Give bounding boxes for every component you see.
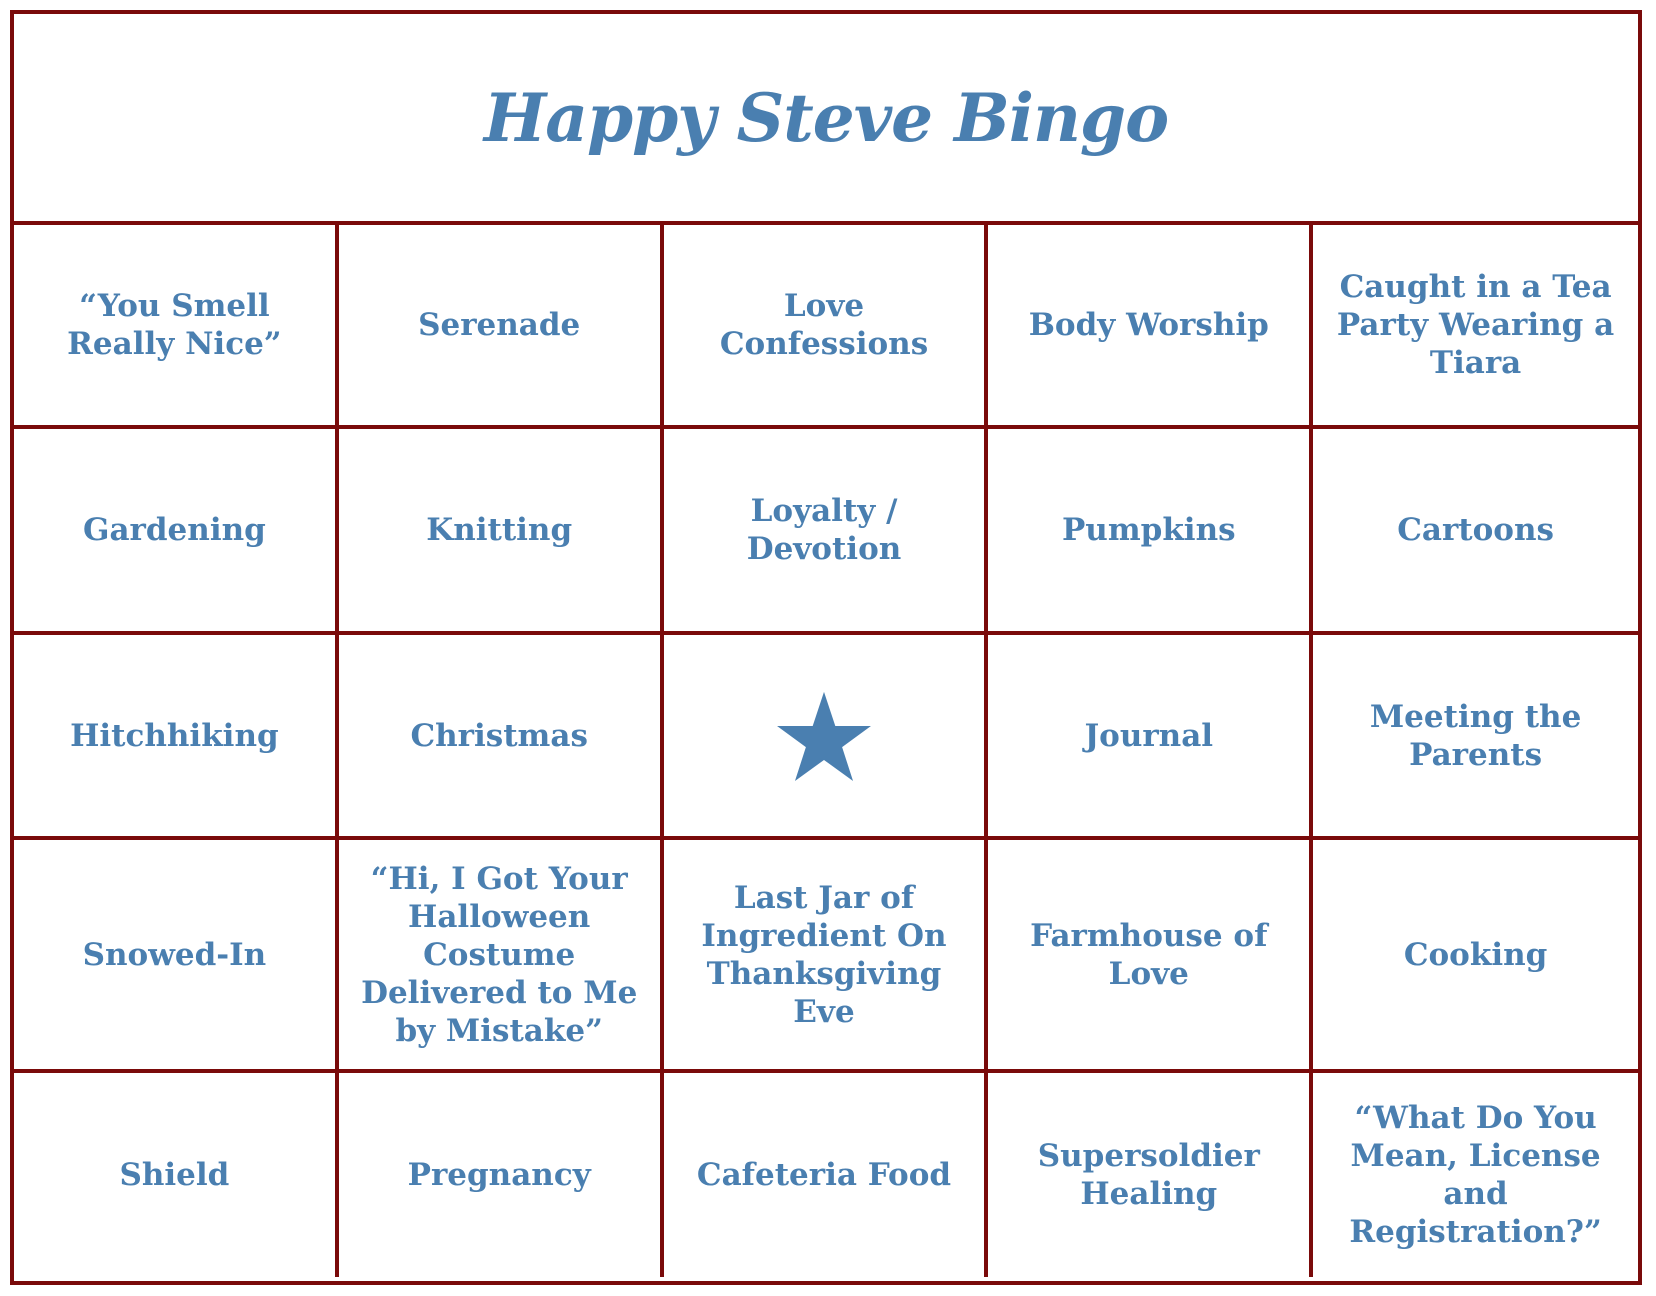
square-label: Hitchhiking: [70, 717, 279, 754]
bingo-square[interactable]: [339, 1073, 664, 1277]
bingo-square[interactable]: [339, 635, 664, 840]
square-label: Loyalty / Devotion: [746, 493, 902, 567]
square-label: Christmas: [410, 717, 588, 754]
star-icon: [776, 690, 872, 782]
square-label: Cafeteria Food: [696, 1157, 952, 1193]
bingo-square[interactable]: [664, 840, 989, 1073]
bingo-square[interactable]: [664, 225, 989, 429]
bingo-square[interactable]: [339, 429, 664, 635]
square-label: Journal: [1084, 717, 1214, 754]
square-label: “You Smell Really Nice”: [67, 288, 282, 362]
square-label: “Hi, I Got Your Halloween Costume Delivered to Me by Mistake”: [361, 860, 638, 1049]
bingo-square[interactable]: [1313, 1073, 1638, 1277]
title-header: [14, 14, 1638, 225]
square-label: Serenade: [418, 307, 581, 343]
bingo-square[interactable]: [664, 429, 989, 635]
star-shape: [777, 691, 871, 780]
square-label: Snowed-In: [82, 936, 267, 973]
square-label: Gardening: [82, 512, 266, 548]
bingo-square[interactable]: [988, 429, 1313, 635]
square-label: Meeting the Parents: [1369, 698, 1582, 773]
square-label: Shield: [119, 1157, 230, 1193]
square-label: Cartoons: [1397, 512, 1554, 548]
square-label: Pumpkins: [1062, 512, 1236, 548]
bingo-square[interactable]: [1313, 429, 1638, 635]
bingo-square[interactable]: [339, 840, 664, 1073]
square-label: Cooking: [1403, 936, 1548, 973]
square-label: Caught in a Tea Party Wearing a Tiara: [1336, 269, 1615, 381]
square-label: Pregnancy: [407, 1157, 591, 1193]
bingo-square[interactable]: [14, 225, 339, 429]
bingo-square[interactable]: [1313, 635, 1638, 840]
bingo-square[interactable]: [339, 225, 664, 429]
bingo-square[interactable]: [14, 429, 339, 635]
bingo-square[interactable]: [14, 840, 339, 1073]
square-label: Love Confessions: [719, 288, 929, 362]
bingo-square[interactable]: [664, 1073, 989, 1277]
bingo-square[interactable]: [1313, 225, 1638, 429]
bingo-card: [10, 10, 1642, 1285]
page-title: Happy Steve Bingo: [483, 78, 1169, 157]
square-label: Farmhouse of Love: [1030, 917, 1268, 992]
bingo-square[interactable]: [988, 635, 1313, 840]
square-label: Knitting: [426, 512, 573, 548]
bingo-square[interactable]: [988, 225, 1313, 429]
free-space-square[interactable]: [664, 635, 989, 840]
square-label: Supersoldier Healing: [1037, 1138, 1260, 1212]
square-label: “What Do You Mean, License and Registration?”: [1349, 1100, 1602, 1250]
bingo-square[interactable]: [988, 1073, 1313, 1277]
bingo-square[interactable]: [14, 1073, 339, 1277]
bingo-square[interactable]: [1313, 840, 1638, 1073]
bingo-square[interactable]: [14, 635, 339, 840]
square-label: Body Worship: [1028, 307, 1269, 343]
bingo-square[interactable]: [988, 840, 1313, 1073]
square-label: Last Jar of Ingredient On Thanksgiving Eve: [701, 879, 947, 1030]
